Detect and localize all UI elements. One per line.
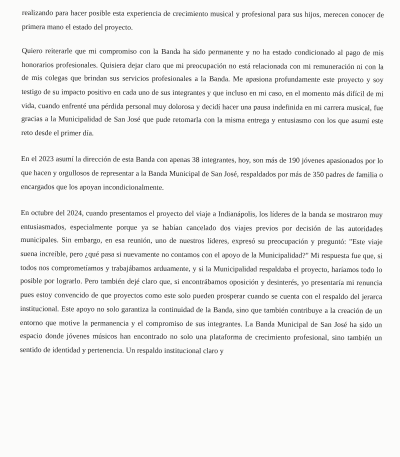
paragraph-band-growth: En el 2023 asumí la dirección de esta Banda con apenas 38 integrantes, hoy, son más de 190 jóvenes apasionados por lo que hacen y orgullosos de representar a la Banda Municipal de San José, respaldados por más de 350 padres de familia o encargados que los apoyan incondicionalmente. [20, 154, 384, 192]
letter-body [20, 6, 384, 370]
paragraph-commitment: Quiero reiterarle que mi compromiso con la Banda ha sido permanente y no ha estado condicionado al pago de mis honorarios profesionales. Quisiera dejar claro que mi preocupación no está relacionada con mi remuneración ni con la de mis colegas que brindan sus servicios profesionales a la Banda. Me apasiona profundamente este proyecto y soy testigo de su impacto positivo en cada uno de sus integrantes y que incluso en mi caso, en el momento más difícil de mi vida, cuando enfrenté una pérdida personal muy dolorosa y decidí hacer una pausa indefinida en mi carrera musical, fue gracias a la Municipalidad de San José que pude retomarla con la misma entrega y entusiasmo con los que asumí este reto desde el primer día. [21, 45, 384, 138]
paragraph-indianapolis-trip: En octubre del 2024, cuando presentamos el proyecto del viaje a Indianápolis, los líderes de la banda se mostraron muy entusiasmados, especialmente porque ya se habían cancelado dos viajes previos por decisión de las autoridades municipales. Sin embargo, en esa reunión, uno de nuestros líderes, expresó su preocupación y preguntó: "Este viaje suena increíble, pero ¿qué pasa si nuevamente no contamos con el apoyo de la Municipalidad?" Mi respuesta fue que, si todos nos comprometíamos y trabajábamos arduamente, y si la Municipalidad respaldaba el proyecto, haríamos todo lo posible por lograrlo. Pero también dejé claro que, si encontrábamos oposición y desinterés, yo presentaría mi renuncia pues estoy convencido de que proyectos como este solo pueden prosperar cuando se cuenta con el respaldo del jerarca institucional. Este apoyo no solo garantiza la continuidad de la Banda, sino que también contribuye a la creación de un entorno que motive la permanencia y el compromiso de sus integrantes. La Banda Municipal de San José ha sido un espacio donde jóvenes músicos han encontrado no solo una plataforma de crecimiento profesional, sino también un sentido de identidad y pertenencia. Un respaldo institucional claro y [19, 207, 383, 356]
paragraph-opening: realizando para hacer posible esta experiencia de crecimiento musical y profesional para sus hijos, merecen conocer de primera mano el estado del proyecto. [21, 7, 384, 32]
